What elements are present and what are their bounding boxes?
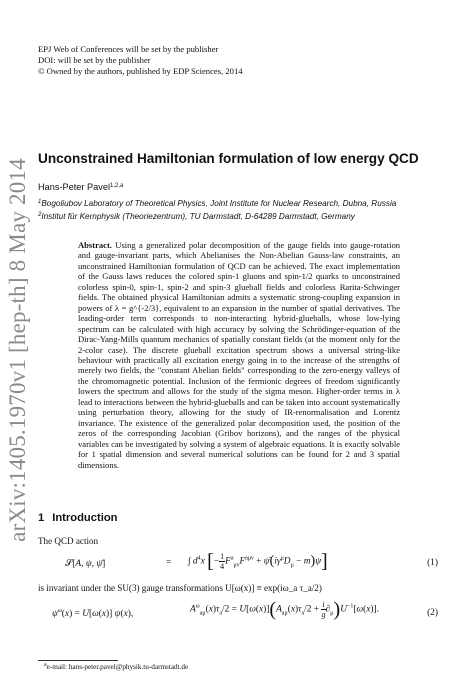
- paragraph: is invariant under the SU(3) gauge transformations U[ω(x)] ≡ exp(iω_a τ_a/2): [38, 583, 322, 593]
- affiliations: [38, 197, 396, 222]
- arxiv-stamp: [0, 80, 36, 620]
- abstract-text: Using a generalized polar decomposition of the gauge fields into gauge-rotation and gauge-invariant parts, which Abelianises the Non-Abelian Gauss-law constraints, an unconstrained Hamiltonian formulation of QCD can be achieved. The exact implementation of the Gauss laws reduces the colored spin-1 gluons and spin-1/2 quarks to unconstrained colorless spin-0, spin-1, spin-2 and spin-3 glueball fields and colorless Rarita-Schwinger fields. The obtained physical Hamiltonian admits a systematic strong-coupling expansion in powers of λ = g^{-2/3}, equivalent to an expansion in the number of spatial derivatives. The leading-order term corresponds to non-interacting hybrid-glueballs, whose low-lying spectrum can be calculated with high accuracy by solving the Schrödinger-equation of the Dirac-Yang-Mills quantum mechanics of spatially constant fields (at the moment only for the 2-color case). The discrete glueball excitation spectrum shows a universal string-like behaviour with practically all excitation energy going in to the increase of the strengths of merely two fields, the "constant Abelian fields" corresponding to the zero-energy valleys of the chromomagnetic potential. Inclusion of the fermionic degrees of freedom significantly lowers the spectrum and allows for the study of the sigma meson. Higher-order terms in λ lead to interactions between the hybrid-glueballs and can be taken into account systematically using perturbation theory, allowing for the study of IR-renormalisation and Lorentz invariance. The existence of the generalized polar decomposition used, the position of the zeros of the corresponding Jacobian (Gribov horizons), and the ranges of the physical variables can be investigated by solving a system of algebraic equations. It is exactly solvable for 1 spatial dimension and several numerical solutions can be found for 2 and 3 spatial dimensions.: [78, 240, 400, 470]
- header-line: DOI: will be set by the publisher: [38, 54, 151, 65]
- section-heading: [38, 512, 117, 524]
- abstract: [78, 240, 400, 470]
- footnote-email[interactable]: e-mail: hans-peter.pavel@physik.tu-darmstadt.de: [46, 663, 189, 671]
- section-number: 1: [38, 512, 45, 524]
- footnote-marker: a: [44, 662, 47, 668]
- author-name: Hans-Peter Pavel: [38, 182, 111, 192]
- header-line: EPJ Web of Conferences will be set by the publisher: [38, 44, 219, 54]
- footnote-rule: [38, 660, 118, 661]
- affiliation: $^2$Institut für Kernphysik (Theoriezentrum), TU Darmstadt, D-64289 Darmstadt, Germany: [38, 211, 355, 221]
- paper-title: Unconstrained Hamiltonian formulation of low energy QCD: [38, 151, 419, 166]
- equation-rhs: ∫ $d^4x$ [− $\frac{1}{4}$ $F^a_{\mu\nu}F^{a\mu\nu}$ + $\psī(i\gamma^\mu D_\mu - m)\psi$]: [188, 550, 328, 573]
- equation-lhs: $\psi^\omega(x) = U[\omega(x)]$ ψ(x),: [52, 608, 134, 620]
- paragraph: The QCD action: [38, 536, 99, 546]
- equation-number: (2): [427, 608, 438, 618]
- author-sup: 1,2,a: [110, 183, 124, 189]
- equation-2: [38, 600, 438, 626]
- footnote: [44, 662, 188, 671]
- publisher-header: [38, 44, 243, 76]
- equation-rhs: $A^\omega_{a\mu}(x)\tau_a/2 = U[\omega(x)](A_{a\mu}(x)\tau_a/2$ + $\frac{i}{g}$ $\partial_\mu)U^{-1}[\omega(x)]$.: [190, 598, 379, 621]
- header-line: © Owned by the authors, published by EDP Sciences, 2014: [38, 65, 243, 76]
- abstract-label: Abstract.: [78, 240, 112, 250]
- affiliation: $^1$Bogoliubov Laboratory of Theoretical Physics, Joint Institute for Nuclear Research, Dubna, Russia: [38, 199, 397, 208]
- equation-lhs: 𝒮[A, ψ, ψ̄]: [65, 559, 106, 569]
- author: [38, 182, 123, 192]
- section-title: Introduction: [52, 512, 118, 524]
- equation-equals: =: [166, 558, 172, 568]
- equation-1: [38, 552, 438, 576]
- equation-number: (1): [427, 558, 438, 568]
- arxiv-id: arXiv:1405.1970v1 [hep-th] 8 May 2014: [5, 158, 30, 542]
